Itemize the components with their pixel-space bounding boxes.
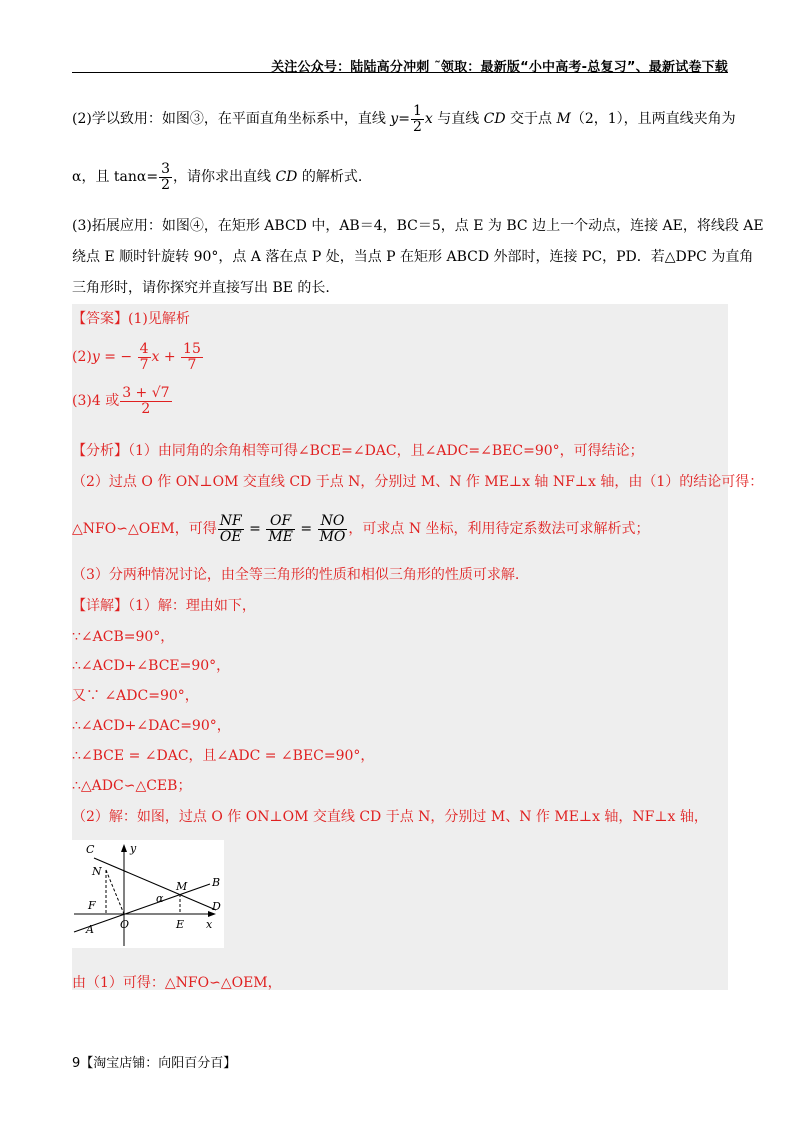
detail-line7: ∴△ADC∽△CEB； <box>72 778 192 794</box>
q2-text-c: 交于点 <box>505 111 557 128</box>
answer-2-frac1 <box>138 342 151 372</box>
q2-point-m: M <box>556 111 571 128</box>
q2-fraction-half <box>411 104 424 134</box>
answer-1: (1)见解析 <box>128 311 190 327</box>
q2-tan-text-b: ，请你求出直线 <box>173 169 276 186</box>
ratio-eq2: = <box>295 521 317 538</box>
analysis-line3 <box>72 514 650 544</box>
q2-text-a: (2)学以致用：如图③，在平面直角坐标系中，直线 <box>72 111 391 128</box>
detail-1: （1）解：理由如下， <box>128 598 256 614</box>
ratio3-num: NO <box>318 514 348 530</box>
page-footer: 9【淘宝店铺：向阳百分百】 <box>72 1056 237 1071</box>
analysis-line1 <box>72 440 644 460</box>
q2-var-y: y <box>390 111 399 128</box>
figure-svg <box>72 840 224 948</box>
label-n: N <box>92 865 102 878</box>
q2-text-d: （2，1），且两直线夹角为 <box>570 111 736 128</box>
line-cd <box>94 858 216 910</box>
answer-2-plus: + <box>159 349 181 366</box>
answer-2-frac1-den: 7 <box>139 356 149 373</box>
answer-2-prefix: (2) <box>72 349 92 366</box>
answer-3-prefix: (3)4 或 <box>72 393 120 410</box>
label-c: C <box>86 843 95 856</box>
answer-3-den: 2 <box>141 400 151 417</box>
q2-text-b: 与直线 <box>432 111 484 128</box>
answer-line2 <box>72 342 204 372</box>
q2-line2 <box>72 162 362 192</box>
ratio-nf-oe <box>218 514 244 544</box>
detail-line6: ∴∠BCE = ∠DAC，且∠ADC = ∠BEC=90°， <box>72 748 375 764</box>
ratio1-num: NF <box>219 513 242 529</box>
ratio2-den: ME <box>268 528 293 545</box>
q2-tan-text-c: 的解析式. <box>297 169 363 186</box>
q2-frac-num: 1 <box>412 103 422 119</box>
ratio1-den: OE <box>219 528 242 545</box>
q2-fraction-tan <box>159 162 172 192</box>
answer-tag: 【答案】 <box>72 311 128 327</box>
answer-2-frac2-num: 15 <box>183 341 201 357</box>
label-f: F <box>88 899 96 912</box>
answer-2-eq: = − <box>99 349 137 366</box>
ratio-eq1: = <box>244 521 266 538</box>
answer-2-frac1-num: 4 <box>139 341 149 357</box>
label-a: A <box>86 923 94 936</box>
q2-var-x: x <box>424 111 433 128</box>
answer-line1 <box>72 308 190 328</box>
label-e: E <box>176 918 185 931</box>
analysis-tag: 【分析】 <box>72 443 128 459</box>
q2-line-cd: CD <box>483 111 506 128</box>
q3-line2: 绕点 E 顺时针旋转 90°，点 A 落在点 P 处，当点 P 在矩形 ABCD 外部时，连接 PC，PD．若△DPC 为直角 <box>72 249 754 265</box>
answer-2-frac2-den: 7 <box>187 356 197 373</box>
q2-tan-num: 3 <box>161 161 170 177</box>
ratio-of-me <box>266 514 295 544</box>
detail-line1 <box>72 595 256 615</box>
q2-tan-den: 2 <box>161 176 170 193</box>
analysis-line4: （3）分两种情况讨论，由全等三角形的性质和相似三角形的性质可求解. <box>72 567 520 583</box>
detail-line3: ∴∠ACD+∠BCE=90°， <box>72 658 231 674</box>
segment-on <box>106 870 124 914</box>
analysis-1: （1）由同角的余角相等可得∠BCE=∠DAC，且∠ADC=∠BEC=90°，可得结论； <box>128 443 644 459</box>
coordinate-figure <box>72 840 224 948</box>
q2-line1 <box>72 104 736 134</box>
label-d: D <box>212 900 221 913</box>
detail-line2: ∵∠ACB=90°， <box>72 629 175 645</box>
label-m: M <box>176 880 188 893</box>
q2-line-cd-2: CD <box>275 169 298 186</box>
label-y: y <box>130 842 137 855</box>
detail-line4: 又∵ ∠ADC=90°， <box>72 688 199 704</box>
label-x: x <box>206 918 213 931</box>
detail-line9: 由（1）可得：△NFO∽△OEM， <box>72 975 282 991</box>
analysis-3b: ，可求点 N 坐标，利用待定系数法可求解析式； <box>348 521 650 538</box>
q2-frac-den: 2 <box>412 118 422 135</box>
answer-3-num: 3 + √7 <box>122 385 170 401</box>
page-header: 关注公众号：陆陆高分冲刺 ˜领取：最新版“小中高考-总复习”、最新试卷下载 <box>271 60 728 75</box>
y-axis-arrow-icon <box>121 844 127 852</box>
label-b: B <box>212 876 221 889</box>
q2-tan-text: α，且 tanα= <box>72 169 159 186</box>
answer-2-x: x <box>151 349 160 366</box>
detail-line5: ∴∠ACD+∠DAC=90°， <box>72 718 231 734</box>
ratio2-num: OF <box>266 514 295 530</box>
label-o: O <box>120 918 130 931</box>
analysis-3a: △NFO∽△OEM，可得 <box>72 521 217 538</box>
q2-eq: = <box>398 111 410 128</box>
ratio3-den: MO <box>319 528 346 545</box>
q3-line3: 三角形时，请你探究并直接写出 BE 的长. <box>72 280 330 296</box>
header-rule <box>72 72 728 73</box>
q3-line1: (3)拓展应用：如图④，在矩形 ABCD 中，AB＝4，BC＝5，点 E 为 BC 边上一个动点，连接 AE，将线段 AE <box>72 218 764 234</box>
answer-3-frac <box>120 386 171 416</box>
detail-tag: 【详解】 <box>72 598 128 614</box>
detail-line8: （2）解：如图，过点 O 作 ON⊥OM 交直线 CD 于点 N，分别过 M、N 作 ME⊥x 轴，NF⊥x 轴， <box>72 809 708 825</box>
answer-2-y: y <box>91 349 100 366</box>
ratio-no-mo <box>318 514 348 544</box>
answer-2-frac2 <box>181 342 203 372</box>
label-alpha: α <box>156 892 164 905</box>
answer-line3 <box>72 386 173 416</box>
analysis-line2: （2）过点 O 作 ON⊥OM 交直线 CD 于点 N，分别过 M、N 作 ME⊥x 轴 NF⊥x 轴，由（1）的结论可得： <box>72 474 764 490</box>
